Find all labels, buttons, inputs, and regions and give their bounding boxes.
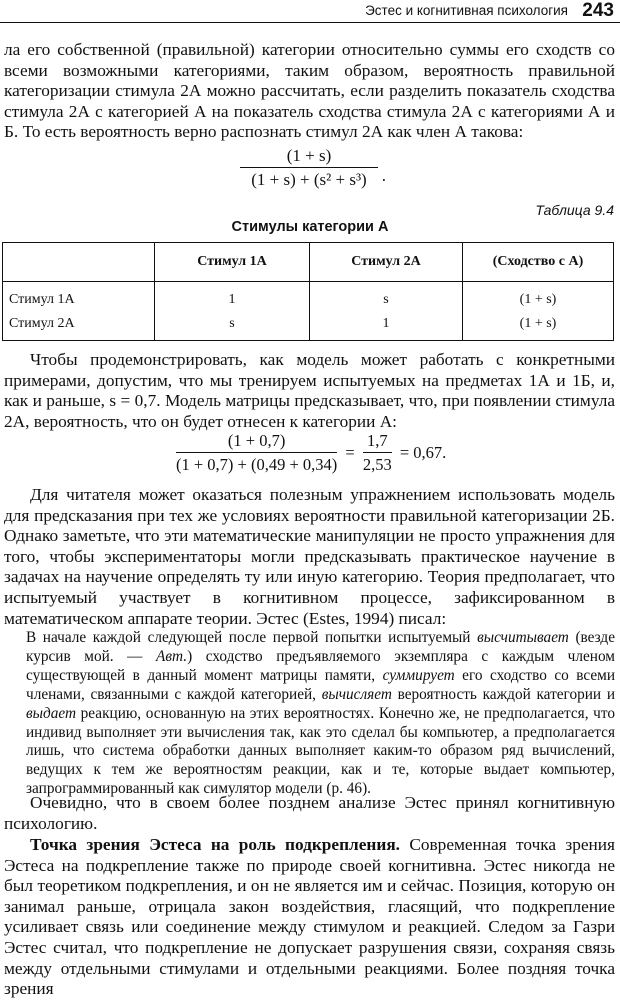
running-header [0,0,620,23]
table-cell: s [310,282,463,313]
quote-text: его сходство со всеми членами, связанными с каждой категорией, [26,666,616,703]
formula-2-equals: = [345,443,355,462]
formula-1-denominator: (1 + s) + (s² + s³) [251,170,367,189]
table-header-cell: Стимул 1А [155,243,310,282]
paragraph-5-text: Современная точка зрения Эстеса на подкрепление также по природе своей когнитивна. Эстес никогда не был теоретиком подкрепления, и он не является им и сейчас. Позиция, которую он занимал раньше, отрицала закон воздействия, гласящий, что подкрепление усиливает связь или соединение между стимулом и реакцией. Следом за Газри Эстес считал, что подкрепление не допускает разрушения связи, сохраняя связь между отдельными стимулами и отдельными реакциями. Более поздняя точка зрения [4,835,616,999]
table-cell: s [155,312,310,341]
table-cell: (1 + s) [463,282,614,313]
table-cell: 1 [310,312,463,341]
running-title: Эстес и когнитивная психология [365,3,568,18]
quote-text: вероятность каждой категории и [391,685,616,703]
paragraph-5 [4,835,615,1000]
stimuli-table [2,242,614,341]
table-row [3,282,614,313]
paragraph-4: Очевидно, что в своем более позднем анализе Эстес принял когнитивную психологию. [4,793,615,833]
formula-1-terminator: . [381,166,386,185]
paragraph-3: Для читателя может оказаться полезным упражнением использовать модель для предсказания при тех же условиях вероятности правильной категоризации 2Б. Однако заметьте, что эти математические манипуляции не просто упражнения для того, чтобы экспериментаторы могли предсказывать практическое научение в задачах на научение определять ту или иную категорию. Теория предполагает, что испытуемый участвует в когнитивном процессе, зафиксированном в математическом аппарате теории. Эстес (Estes, 1994) писал: [4,485,615,628]
quote-emphasis: Авт. [156,647,188,665]
table-cell: (1 + s) [463,312,614,341]
formula-2 [176,431,450,475]
section-heading: Точка зрения Эстеса на роль подкрепления. [30,835,400,854]
formula-2-result-denominator: 2,53 [362,455,392,474]
page-number: 243 [582,0,614,21]
formula-2-result-fraction [363,431,392,475]
table-header-cell [3,243,155,282]
formula-1-numerator: (1 + s) [240,146,378,168]
formula-1 [240,146,386,190]
table-title: Стимулы категории А [231,219,389,235]
quote-text: (везде курсив мой. — [26,629,615,665]
block-quote [26,629,615,799]
formula-2-result-numerator: 1,7 [363,431,392,453]
quote-text: В начале каждой следующей после первой попытки испытуемый [26,629,478,646]
paragraph-2: Чтобы продемонстрировать, как модель может работать с конкретными примерами, допустим, что мы тренируем испытуемых на предметах 1А и 1Б, и, как и раньше, s = 0,7. Модель матрицы предсказывает, что, при появлении стимула 2А, вероятность, что он будет отнесен к категории А: [4,350,615,431]
quote-emphasis: вычисляет [321,685,392,703]
quote-emphasis: суммирует [382,666,455,684]
quote-text: ) сходство предъявляемого экземпляра с каждым членом существующей в данный момент матрицы памяти, [26,647,615,684]
table-cell: Стимул 2А [3,312,155,341]
formula-2-fraction [176,431,337,475]
table-cell: 1 [155,282,310,313]
formula-2-denominator: (1 + 0,7) + (0,49 + 0,34) [176,455,338,474]
table-label: Таблица 9.4 [535,202,614,218]
formula-2-numerator: (1 + 0,7) [176,431,337,453]
quote-emphasis: выдает [26,704,77,722]
table-header-cell: (Сходство с А) [463,243,614,282]
paragraph-1: ла его собственной (правильной) категории относительно суммы его сходств со всеми возможными категориями, таким образом, вероятность правильной категоризации стимула 2А можно рассчитать, если разделить показатель сходства стимула 2А с категорией А на показатель сходства стимула 2А с категориями А и Б. То есть вероятность верно распознать стимул 2А как член А такова: [4,40,615,142]
table-cell: Стимул 1А [3,282,155,313]
table-header-row [3,243,614,282]
quote-emphasis: высчитывает [477,629,569,646]
quote-text: реакцию, основанную на этих вероятностях. Конечно же, не предполагается, что индивид выполняет эти вычисления так, как это сделал бы компьютер, а предполагается лишь, что система обработки данных выполняет каким-то образом ряд вычислений, ведущих к тем же вероятностям реакции, как и те, которые выдает компьютер, запрограммированный как симулятор модели (р. 46). [26,704,615,798]
formula-2-result: = 0,67. [399,443,447,462]
table-row [3,312,614,341]
table-header-cell: Стимул 2А [310,243,463,282]
